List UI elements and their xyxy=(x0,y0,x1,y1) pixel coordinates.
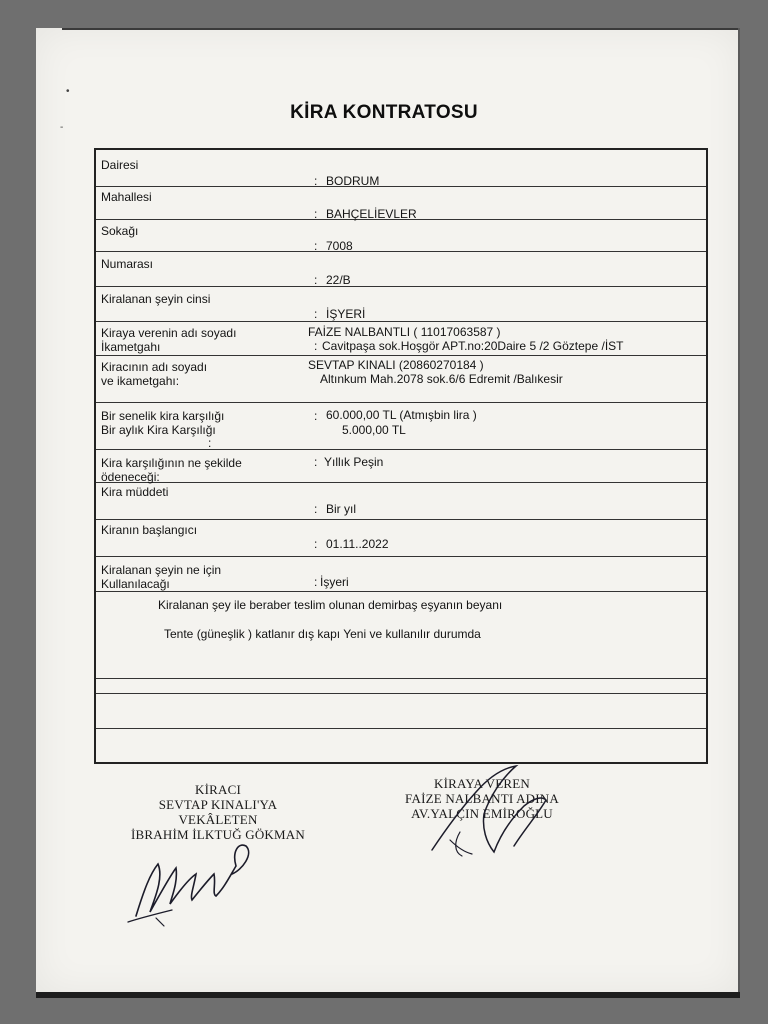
field-colon: : xyxy=(314,537,318,551)
field-value: Bir yıl xyxy=(326,502,356,516)
blank-row xyxy=(96,729,706,763)
landlord-role: KİRAYA VEREN xyxy=(434,776,530,791)
field-label: Kiranın başlangıcı xyxy=(101,523,198,537)
field-label-line1: Kira karşılığının ne şekilde xyxy=(101,456,242,470)
field-label-line1: Kiraya verenin adı soyadı xyxy=(101,326,237,340)
inventory-heading: Kiralanan şey ile beraber teslim olunan demirbaş eşyanın beyanı xyxy=(158,598,503,612)
field-label-line1: Bir senelik kira karşılığı xyxy=(101,409,225,423)
field-value: 01.11..2022 xyxy=(326,537,389,551)
blank-row xyxy=(96,694,706,729)
field-label-line2: ödeneceği: xyxy=(101,470,160,484)
field-colon: : xyxy=(314,239,318,253)
field-colon: : xyxy=(314,207,318,221)
field-value: 7008 xyxy=(326,239,353,253)
scan-speck: - xyxy=(60,122,64,133)
field-value: İşyeri xyxy=(320,575,349,589)
tenant-name: SEVTAP KINALI'YA xyxy=(158,797,278,812)
field-colon: : xyxy=(314,273,318,287)
field-colon: : xyxy=(314,575,318,589)
form-row-kira-muddeti xyxy=(96,483,706,520)
field-label: Kira müddeti xyxy=(101,485,169,499)
blank-row xyxy=(96,679,706,694)
form-row-numarasi xyxy=(96,252,706,287)
field-colon: : xyxy=(314,409,318,423)
inventory-text: Tente (güneşlik ) katlanır dış kapı Yeni ve kullanılır durumda xyxy=(164,627,481,641)
landlord-signature-scribble xyxy=(420,762,570,866)
landlord-name: FAİZE NALBANTI ADINA xyxy=(405,791,559,806)
landlord-proxy-name: AV.YALÇIN EMİROĞLU xyxy=(411,806,553,821)
field-value: Yıllık Peşin xyxy=(324,455,384,469)
field-value: İŞYERİ xyxy=(326,307,366,321)
field-value-line1: SEVTAP KINALI (20860270184 ) xyxy=(308,358,484,372)
form-row-kullanim-amaci xyxy=(96,557,706,592)
form-row-kiraya-veren xyxy=(96,322,706,356)
field-colon: : xyxy=(314,502,318,516)
form-row-kiraci xyxy=(96,356,706,403)
tenant-signature-scribble xyxy=(120,830,290,930)
field-label-line1: Kiralanan şeyin ne için xyxy=(101,563,222,577)
form-row-kira-karsiligi xyxy=(96,403,706,450)
field-value-line2: Altınkum Mah.2078 sok.6/6 Edremit /Balıkesir xyxy=(320,372,563,386)
field-label: Numarası xyxy=(101,257,154,271)
field-value-line2: Cavitpaşa sok.Hoşgör APT.no:20Daire 5 /2 Göztepe /İST xyxy=(322,339,624,353)
page-top-edge xyxy=(62,28,738,30)
field-colon: : xyxy=(314,307,318,321)
field-colon: : xyxy=(314,174,318,188)
form-row-sokagi xyxy=(96,220,706,252)
field-label-line2: Bir aylık Kira Karşılığı xyxy=(101,423,216,437)
field-value: 22/B xyxy=(326,273,351,287)
form-row-kira-baslangici xyxy=(96,520,706,557)
field-value-line1: 60.000,00 TL (Atmışbin lira ) xyxy=(326,408,477,422)
field-colon: : xyxy=(314,455,318,469)
field-value-line2: 5.000,00 TL xyxy=(342,423,406,437)
form-row-dairesi xyxy=(96,156,706,187)
field-label-line2: İkametgahı xyxy=(101,340,161,354)
contract-form xyxy=(94,148,708,764)
field-label: Kiralanan şeyin cinsi xyxy=(101,292,211,306)
field-label: Dairesi xyxy=(101,158,139,172)
field-colon: : xyxy=(314,339,318,353)
field-value: BODRUM xyxy=(326,174,380,188)
page-bottom-edge xyxy=(36,992,740,998)
field-label: Sokağı xyxy=(101,224,139,238)
field-label-line2: Kullanılacağı xyxy=(101,577,170,591)
field-value: BAHÇELİEVLER xyxy=(326,207,417,221)
inventory-section xyxy=(96,592,706,679)
page-right-edge xyxy=(738,28,740,994)
form-row-mahallesi xyxy=(96,187,706,220)
field-value-line1: FAİZE NALBANTLI ( 11017063587 ) xyxy=(308,325,501,339)
field-label-line1: Kiracının adı soyadı xyxy=(101,360,208,374)
form-row-odeme-sekli xyxy=(96,450,706,483)
document-title: KİRA KONTRATOSU xyxy=(290,102,478,123)
form-row-kiralanan-cinsi xyxy=(96,287,706,322)
tenant-proxy-name: İBRAHİM İLKTUĞ GÖKMAN xyxy=(131,827,305,842)
field-colon: : xyxy=(208,436,212,450)
field-label-line2: ve ikametgahı: xyxy=(101,374,180,388)
scan-speck: • xyxy=(66,86,70,97)
tenant-proxy-label: VEKÂLETEN xyxy=(178,812,258,827)
field-label: Mahallesi xyxy=(101,190,152,204)
tenant-role: KİRACI xyxy=(195,782,241,797)
